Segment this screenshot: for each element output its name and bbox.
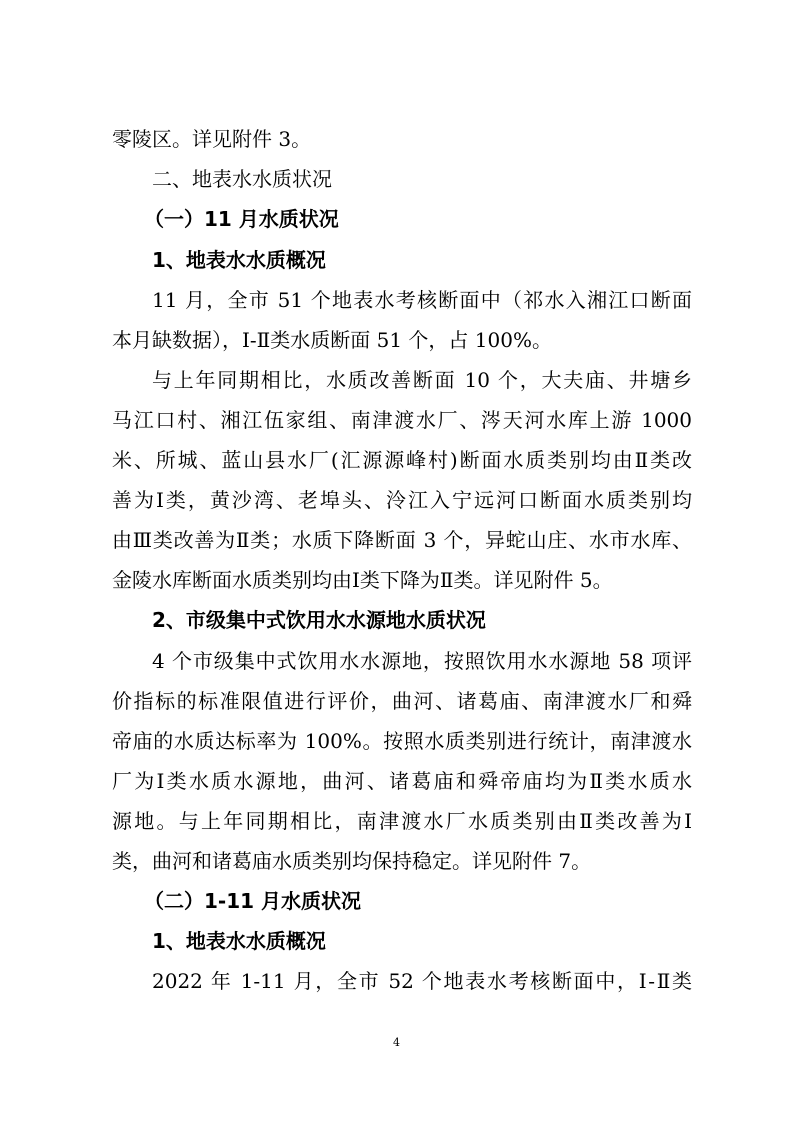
paragraph-line: 11 月，全市 51 个地表水考核断面中（祁水入湘江口断面 (152, 288, 692, 312)
paragraph-line: 善为Ⅰ类，黄沙湾、老埠头、泠江入宁远河口断面水质类别均 (112, 488, 692, 512)
paragraph-line: 米、所城、蓝山县水厂(汇源源峰村)断面水质类别均由Ⅱ类改 (112, 448, 692, 472)
paragraph-line: 帝庙的水质达标率为 100%。按照水质类别进行统计，南津渡水 (112, 729, 692, 753)
paragraph-line: 类，曲河和诸葛庙水质类别均保持稳定。详见附件 7。 (112, 849, 592, 873)
subsection-heading: （一）11 月水质状况 (144, 207, 339, 231)
paragraph-line: 源地。与上年同期相比，南津渡水厂水质类别由Ⅱ类改善为Ⅰ (112, 809, 692, 833)
paragraph-line: 4 个市级集中式饮用水水源地，按照饮用水水源地 58 项评 (152, 649, 692, 673)
paragraph-line: 本月缺数据），Ⅰ-Ⅱ类水质断面 51 个，占 100%。 (112, 328, 552, 352)
page-number: 4 (393, 1036, 400, 1049)
subsubsection-heading: 2、市级集中式饮用水水源地水质状况 (152, 608, 486, 632)
section-heading: 二、地表水水质状况 (152, 167, 332, 191)
paragraph-line: 由Ⅲ类改善为Ⅱ类；水质下降断面 3 个，异蛇山庄、水市水库、 (112, 528, 692, 552)
subsubsection-heading: 1、地表水水质概况 (152, 929, 326, 953)
paragraph-line: 零陵区。详见附件 3。 (112, 127, 312, 151)
paragraph-line: 价指标的标准限值进行评价，曲河、诸葛庙、南津渡水厂和舜 (112, 689, 692, 713)
paragraph-line: 金陵水库断面水质类别均由Ⅰ类下降为Ⅱ类。详见附件 5。 (112, 568, 613, 592)
paragraph-line: 与上年同期相比，水质改善断面 10 个，大夫庙、井塘乡 (152, 368, 692, 392)
paragraph-line: 马江口村、湘江伍家组、南津渡水厂、涔天河水库上游 1000 (112, 408, 692, 432)
subsubsection-heading: 1、地表水水质概况 (152, 248, 326, 272)
paragraph-line: 2022 年 1-11 月，全市 52 个地表水考核断面中，Ⅰ-Ⅱ类 (152, 969, 692, 993)
subsection-heading: （二）1-11 月水质状况 (144, 889, 362, 913)
paragraph-line: 厂为Ⅰ类水质水源地，曲河、诸葛庙和舜帝庙均为Ⅱ类水质水 (112, 769, 692, 793)
